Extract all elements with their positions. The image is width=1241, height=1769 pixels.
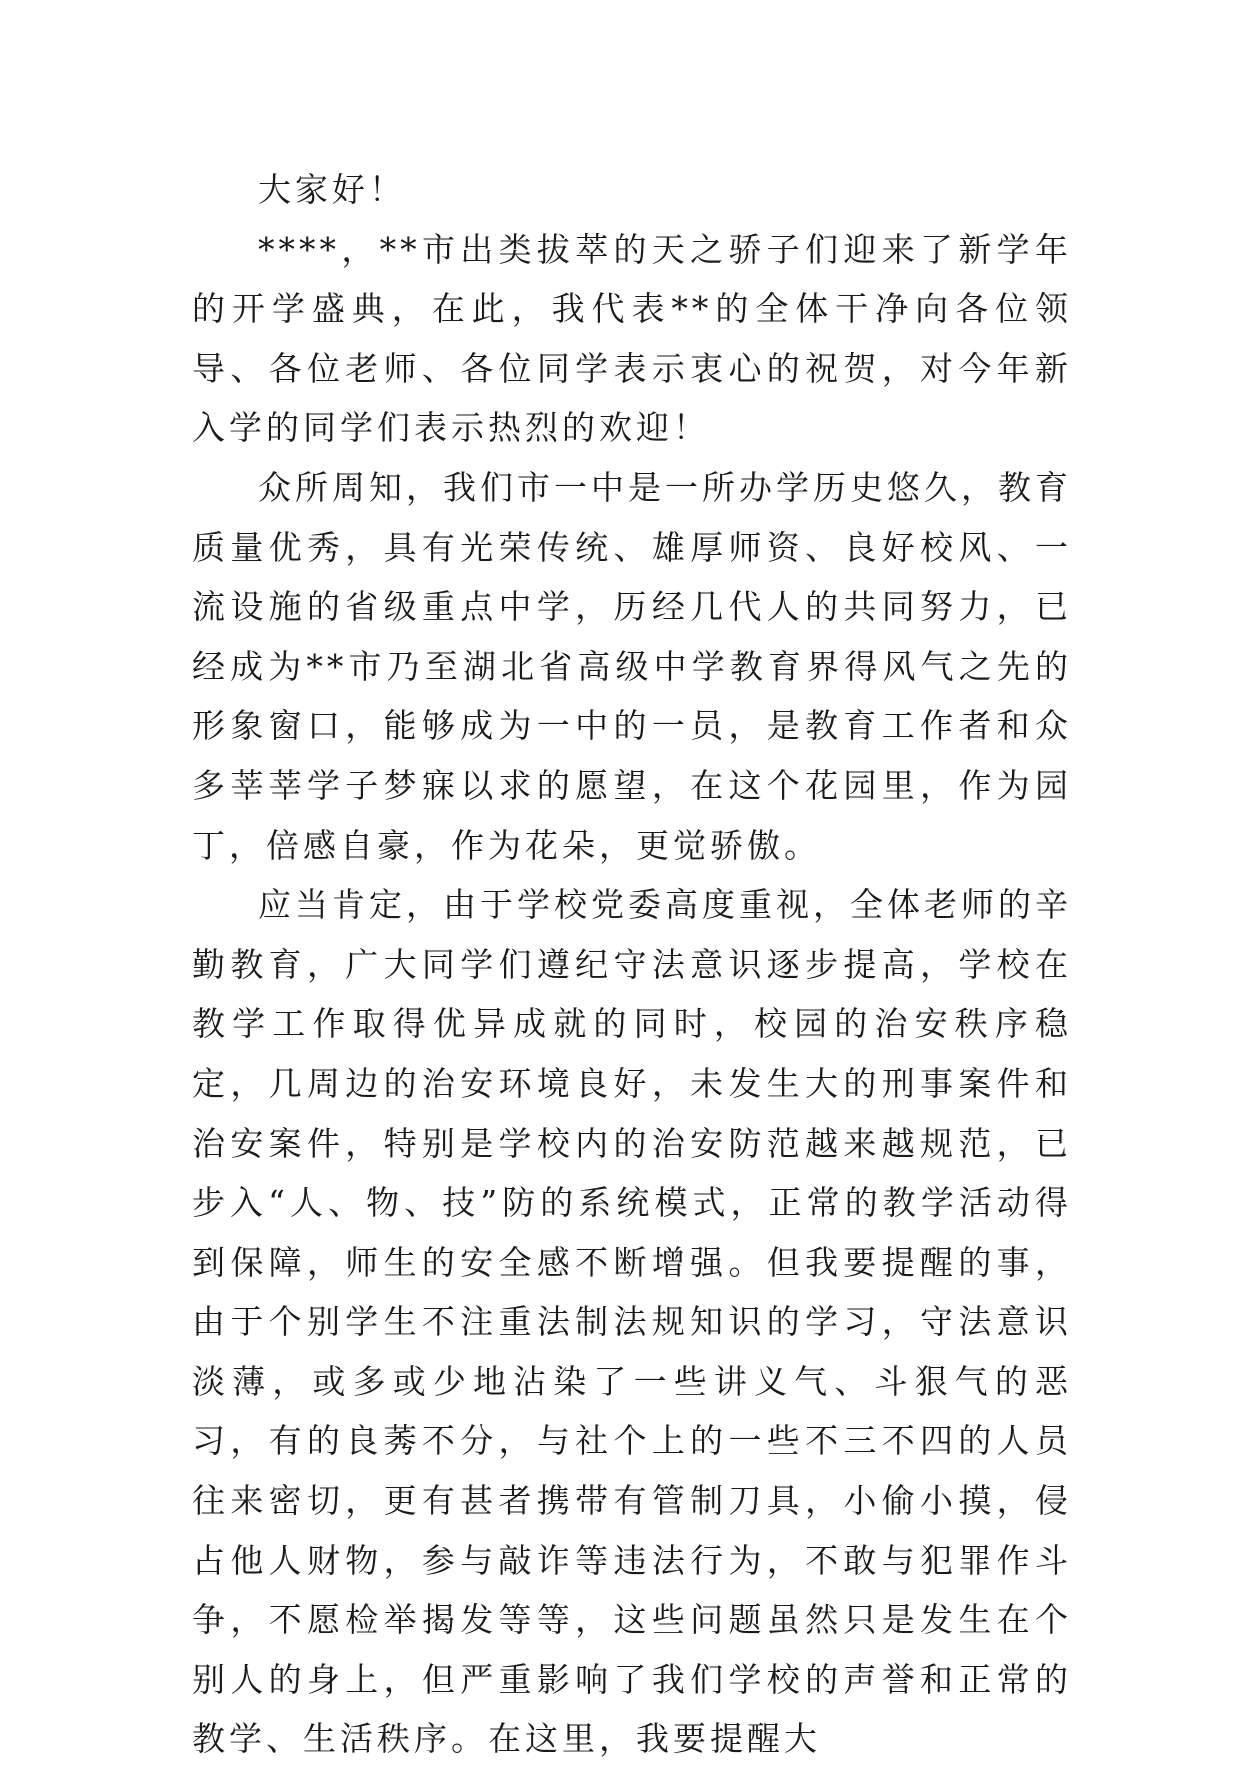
paragraph-welcome: ****，**市出类拔萃的天之骄子们迎来了新学年的开学盛典，在此，我代表**的全体干净向各位领导、各位老师、各位同学表示衷心的祝贺，对今年新入学的同学们表示热烈的欢迎！ [192,229,1072,448]
paragraph-safety: 应当肯定，由于学校党委高度重视，全体老师的辛勤教育，广大同学们遵纪守法意识逐步提高，学校在教学工作取得优异成就的同时，校园的治安秩序稳定，几周边的治安环境良好，未发生大的刑事案件和治安案件，特别是学校内的治安防范越来越规范，已步入“人、物、技”防的系统模式，正常的教学活动得到保障，师生的安全感不断增强。但我要提醒的事，由于个别学生不注重法制法规知识的学习，守法意识淡薄，或多或少地沾染了一些讲义气、斗狠气的恶习，有的良莠不分，与社个上的一些不三不四的人员往来密切，更有甚者携带有管制刀具，小偷小摸，侵占他人财物，参与敲诈等违法行为，不敢与犯罪作斗争，不愿检举揭发等等，这些问题虽然只是发生在个别人的身上，但严重影响了我们学校的声誉和正常的教学、生活秩序。在这里，我要提醒大 [192,885,1072,1759]
paragraph-greeting: 大家好！ [258,170,406,209]
paragraph-school-intro: 众所周知，我们市一中是一所办学历史悠久，教育质量优秀，具有光荣传统、雄厚师资、良好校风、一流设施的省级重点中学，历经几代人的共同努力，已经成为**市乃至湖北省高级中学教育界得风气之先的形象窗口，能够成为一中的一员，是教育工作者和众多莘莘学子梦寐以求的愿望，在这个花园里，作为园丁，倍感自豪，作为花朵，更觉骄傲。 [192,467,1072,865]
speech-body [192,160,1072,1769]
